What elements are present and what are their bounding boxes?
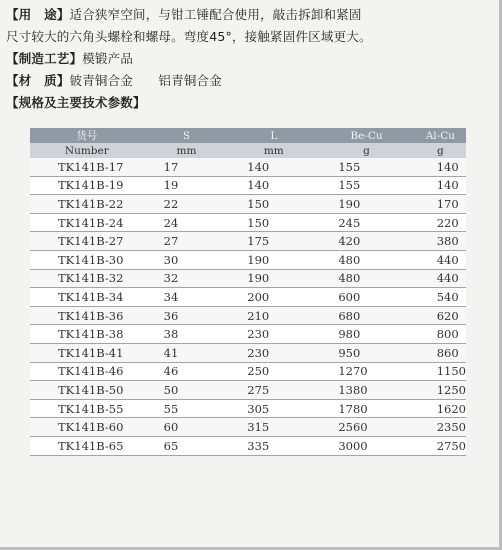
process-tag-label: 制造工艺 (18, 51, 70, 66)
cell-number: TK141B-19 (30, 176, 144, 195)
cell-alcu: 380 (415, 232, 466, 251)
cell-l: 140 (229, 176, 318, 195)
cell-alcu: 540 (415, 288, 466, 307)
cell-becu: 480 (318, 250, 414, 269)
cell-s: 50 (144, 381, 230, 400)
cell-s: 60 (144, 418, 230, 437)
cell-becu: 245 (318, 213, 414, 232)
cell-alcu: 140 (415, 158, 466, 176)
header-alcu: Al-Cu (415, 128, 466, 143)
table-row (30, 288, 466, 307)
cell-l: 140 (229, 158, 318, 176)
cell-number: TK141B-60 (30, 418, 144, 437)
cell-l: 230 (229, 325, 318, 344)
header-number-cn: 货号 (30, 128, 144, 143)
cell-s: 22 (144, 195, 230, 214)
header-s-unit: mm (144, 143, 230, 158)
table-row (30, 362, 466, 381)
cell-s: 36 (144, 306, 230, 325)
table-row (30, 306, 466, 325)
cell-l: 190 (229, 250, 318, 269)
cell-becu: 155 (318, 158, 414, 176)
material-text: 铍青铜合金 铝青铜合金 (69, 73, 222, 88)
usage-tag: 【用 途】 (6, 7, 70, 22)
cell-number: TK141B-46 (30, 362, 144, 381)
table-row (30, 343, 466, 362)
cell-number: TK141B-27 (30, 232, 144, 251)
cell-alcu: 860 (415, 343, 466, 362)
cell-number: TK141B-32 (30, 269, 144, 288)
cell-s: 65 (144, 436, 230, 455)
spec-tag-label: 规格及主要技术参数 (18, 95, 134, 110)
cell-becu: 420 (318, 232, 414, 251)
usage-line-1 (6, 4, 494, 26)
cell-alcu: 800 (415, 325, 466, 344)
material-line (6, 70, 494, 92)
cell-alcu: 2750 (415, 436, 466, 455)
cell-l: 200 (229, 288, 318, 307)
header-becu: Be-Cu (318, 128, 414, 143)
cell-s: 38 (144, 325, 230, 344)
process-text: 模锻产品 (82, 51, 134, 66)
table-row (30, 158, 466, 176)
cell-number: TK141B-34 (30, 288, 144, 307)
cell-number: TK141B-22 (30, 195, 144, 214)
table-row (30, 195, 466, 214)
cell-becu: 1270 (318, 362, 414, 381)
cell-number: TK141B-17 (30, 158, 144, 176)
cell-alcu: 1250 (415, 381, 466, 400)
cell-becu: 980 (318, 325, 414, 344)
header-number-en: Number (30, 143, 144, 158)
table-row (30, 325, 466, 344)
table-row (30, 399, 466, 418)
header-l: L (229, 128, 318, 143)
cell-becu: 1380 (318, 381, 414, 400)
intro-section (6, 4, 494, 114)
cell-s: 34 (144, 288, 230, 307)
material-tag-label: 材 质 (18, 73, 57, 88)
cell-s: 30 (144, 250, 230, 269)
cell-l: 335 (229, 436, 318, 455)
cell-number: TK141B-24 (30, 213, 144, 232)
cell-becu: 950 (318, 343, 414, 362)
cell-becu: 190 (318, 195, 414, 214)
cell-number: TK141B-30 (30, 250, 144, 269)
header-row-2 (30, 143, 466, 158)
spec-table-body (30, 158, 466, 455)
table-row (30, 381, 466, 400)
cell-alcu: 1620 (415, 399, 466, 418)
table-row (30, 232, 466, 251)
process-line (6, 48, 494, 70)
spec-table-wrap (30, 128, 466, 456)
cell-number: TK141B-65 (30, 436, 144, 455)
process-tag: 【制造工艺】 (6, 51, 83, 66)
cell-becu: 2560 (318, 418, 414, 437)
cell-s: 32 (144, 269, 230, 288)
spec-line (6, 92, 494, 114)
table-row (30, 418, 466, 437)
usage-line-2 (6, 26, 494, 48)
cell-number: TK141B-41 (30, 343, 144, 362)
cell-l: 305 (229, 399, 318, 418)
spec-tag: 【规格及主要技术参数】 (6, 95, 146, 110)
cell-l: 210 (229, 306, 318, 325)
cell-l: 230 (229, 343, 318, 362)
header-s: S (144, 128, 230, 143)
header-row-1 (30, 128, 466, 143)
usage-text-2: 尺寸较大的六角头螺栓和螺母。弯度45°，接触紧固件区域更大。 (6, 29, 372, 44)
cell-s: 24 (144, 213, 230, 232)
table-row (30, 436, 466, 455)
cell-becu: 680 (318, 306, 414, 325)
cell-number: TK141B-55 (30, 399, 144, 418)
cell-l: 275 (229, 381, 318, 400)
cell-s: 46 (144, 362, 230, 381)
cell-s: 27 (144, 232, 230, 251)
cell-becu: 155 (318, 176, 414, 195)
material-tag: 【材 质】 (6, 73, 70, 88)
cell-alcu: 170 (415, 195, 466, 214)
table-row (30, 269, 466, 288)
cell-l: 190 (229, 269, 318, 288)
cell-l: 250 (229, 362, 318, 381)
usage-tag-label: 用 途 (18, 7, 57, 22)
cell-l: 315 (229, 418, 318, 437)
cell-s: 19 (144, 176, 230, 195)
cell-s: 41 (144, 343, 230, 362)
cell-number: TK141B-38 (30, 325, 144, 344)
cell-number: TK141B-50 (30, 381, 144, 400)
cell-becu: 600 (318, 288, 414, 307)
cell-l: 150 (229, 195, 318, 214)
cell-s: 55 (144, 399, 230, 418)
spec-table (30, 128, 466, 456)
cell-becu: 1780 (318, 399, 414, 418)
table-row (30, 250, 466, 269)
cell-alcu: 440 (415, 250, 466, 269)
cell-alcu: 620 (415, 306, 466, 325)
header-l-unit: mm (229, 143, 318, 158)
cell-l: 175 (229, 232, 318, 251)
header-becu-unit: g (318, 143, 414, 158)
cell-s: 17 (144, 158, 230, 176)
cell-alcu: 140 (415, 176, 466, 195)
cell-alcu: 440 (415, 269, 466, 288)
cell-alcu: 220 (415, 213, 466, 232)
header-alcu-unit: g (415, 143, 466, 158)
usage-text-1: 适合狭窄空间，与钳工锤配合使用，敲击拆卸和紧固 (69, 7, 362, 22)
cell-alcu: 2350 (415, 418, 466, 437)
table-row (30, 176, 466, 195)
cell-becu: 3000 (318, 436, 414, 455)
table-row (30, 213, 466, 232)
cell-l: 150 (229, 213, 318, 232)
cell-alcu: 1150 (415, 362, 466, 381)
cell-number: TK141B-36 (30, 306, 144, 325)
cell-becu: 480 (318, 269, 414, 288)
